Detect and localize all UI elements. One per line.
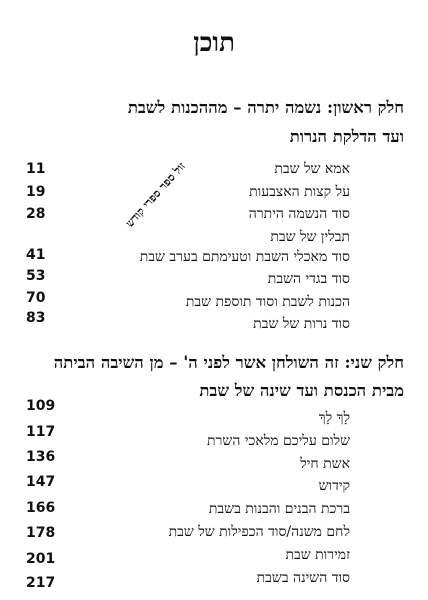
toc-entry-page: 53 [26, 268, 46, 284]
toc-entry-page: 83 [26, 310, 46, 326]
toc-entry-page: 28 [26, 206, 46, 222]
toc-entry-label: סוד בגדי השבת [267, 271, 350, 287]
toc-entry-label: זמירות שבת [285, 547, 350, 563]
toc-entry-label: שלום עליכם מלאכי השרת [207, 433, 350, 449]
toc-entry-label: אמא של שבת [274, 161, 350, 177]
toc-entry-page: 201 [26, 551, 56, 567]
watermark-stamp: זול ספר ספרי קודש [123, 159, 189, 230]
toc-entry-label: ברכת הבנים והבנות בשבת [208, 501, 350, 517]
toc-entry-page: 178 [26, 525, 56, 541]
part2-heading-line2: מבית הכנסת ועד שינה של שבת [199, 381, 404, 400]
toc-entry-label: לָךְ לָךְ [318, 410, 350, 426]
toc-entry-page: 19 [26, 184, 46, 200]
toc-entry-page: 109 [26, 398, 56, 414]
toc-entry-label: סוד הנשמה היתרה [248, 206, 350, 222]
toc-entry-page: 166 [26, 500, 56, 516]
toc-entry-page: 117 [26, 424, 56, 440]
toc-entry-page: 11 [26, 161, 46, 177]
part1-heading-line2: ועד הדלקת הנרות [289, 127, 404, 146]
toc-entry-label: תבלין של שבת [270, 229, 350, 245]
toc-entry-label: סוד נרות של שבת [253, 316, 350, 332]
toc-entry-page: 41 [26, 247, 46, 263]
toc-entry-page: 70 [26, 290, 46, 306]
toc-entry-label: קידוש [318, 478, 350, 494]
toc-entry-page: 217 [26, 575, 56, 591]
toc-entry-page: 147 [26, 474, 56, 490]
toc-entry-page: 136 [26, 449, 56, 465]
toc-entry-label: על קצות האצבעות [249, 184, 350, 200]
toc-entry-label: לחם משנה/סוד הכפילות של שבת [168, 524, 350, 540]
page-title: תוכן [193, 28, 235, 58]
part1-heading-line1: חלק ראשון: נשמה יתרה – מההכנות לשבת [127, 98, 404, 117]
part2-heading-line1: חלק שני: זה השולחן אשר לפני ה' – מן השיבה הביתה [53, 353, 404, 372]
toc-entry-label: אשת חיל [300, 456, 350, 472]
toc-entry-label: הכנות לשבת וסוד תוספת שבת [185, 294, 350, 310]
toc-entry-label: סוד השינה בשבת [256, 570, 350, 586]
toc-entry-label: סוד מאכלי השבת וטעימתם בערב שבת [139, 249, 350, 265]
